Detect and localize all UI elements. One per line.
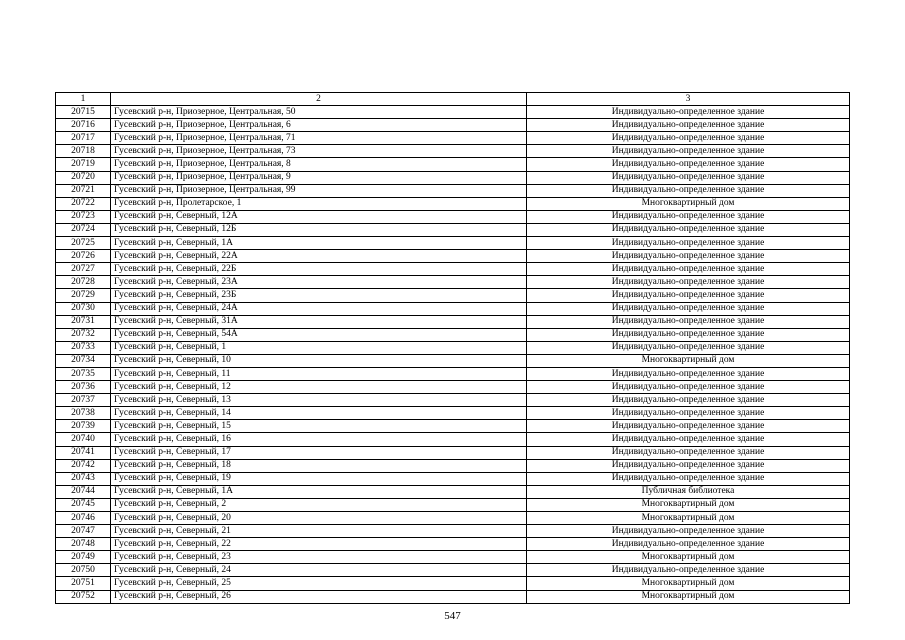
address-cell: Гусевский р-н, Приозерное, Центральная, 50 [111, 106, 527, 119]
address-cell: Гусевский р-н, Приозерное, Центральная, 73 [111, 145, 527, 158]
object-type-cell: Индивидуально-определенное здание [527, 302, 850, 315]
table-row [56, 381, 850, 394]
column-number-row [56, 93, 850, 106]
table-row [56, 145, 850, 158]
object-type-cell: Индивидуально-определенное здание [527, 381, 850, 394]
record-number-cell: 20722 [56, 197, 111, 210]
address-cell: Гусевский р-н, Северный, 19 [111, 472, 527, 485]
record-number-cell: 20738 [56, 407, 111, 420]
object-type-cell: Индивидуально-определенное здание [527, 158, 850, 171]
table-row [56, 302, 850, 315]
record-number-cell: 20721 [56, 184, 111, 197]
address-cell: Гусевский р-н, Северный, 24 [111, 564, 527, 577]
record-number-cell: 20728 [56, 276, 111, 289]
address-cell: Гусевский р-н, Северный, 17 [111, 446, 527, 459]
object-type-cell: Индивидуально-определенное здание [527, 459, 850, 472]
address-cell: Гусевский р-н, Северный, 1А [111, 485, 527, 498]
object-type-cell: Индивидуально-определенное здание [527, 446, 850, 459]
object-type-cell: Многоквартирный дом [527, 498, 850, 511]
object-type-cell: Индивидуально-определенное здание [527, 420, 850, 433]
table-row [56, 210, 850, 223]
table-row [56, 328, 850, 341]
record-number-cell: 20719 [56, 158, 111, 171]
address-cell: Гусевский р-н, Северный, 22А [111, 250, 527, 263]
record-number-cell: 20748 [56, 538, 111, 551]
record-number-cell: 20732 [56, 328, 111, 341]
object-type-cell: Индивидуально-определенное здание [527, 407, 850, 420]
object-type-cell: Многоквартирный дом [527, 590, 850, 603]
address-cell: Гусевский р-н, Приозерное, Центральная, 9 [111, 171, 527, 184]
object-type-cell: Многоквартирный дом [527, 551, 850, 564]
table-row [56, 354, 850, 367]
address-cell: Гусевский р-н, Северный, 12 [111, 381, 527, 394]
table-row [56, 223, 850, 236]
object-type-cell: Индивидуально-определенное здание [527, 223, 850, 236]
record-number-cell: 20720 [56, 171, 111, 184]
record-number-cell: 20739 [56, 420, 111, 433]
table-row [56, 106, 850, 119]
object-type-cell: Индивидуально-определенное здание [527, 263, 850, 276]
table-row [56, 577, 850, 590]
record-number-cell: 20715 [56, 106, 111, 119]
record-number-cell: 20746 [56, 512, 111, 525]
record-number-cell: 20743 [56, 472, 111, 485]
address-cell: Гусевский р-н, Северный, 24А [111, 302, 527, 315]
record-number-cell: 20734 [56, 354, 111, 367]
record-number-cell: 20717 [56, 132, 111, 145]
record-number-cell: 20729 [56, 289, 111, 302]
address-cell: Гусевский р-н, Северный, 16 [111, 433, 527, 446]
object-type-cell: Индивидуально-определенное здание [527, 237, 850, 250]
object-type-cell: Индивидуально-определенное здание [527, 210, 850, 223]
object-type-cell: Публичная библиотека [527, 485, 850, 498]
address-cell: Гусевский р-н, Северный, 15 [111, 420, 527, 433]
address-cell: Гусевский р-н, Северный, 25 [111, 577, 527, 590]
page-number: 547 [444, 610, 461, 622]
column-number-1: 1 [56, 93, 111, 106]
object-type-cell: Индивидуально-определенное здание [527, 525, 850, 538]
record-number-cell: 20749 [56, 551, 111, 564]
table-row [56, 512, 850, 525]
address-cell: Гусевский р-н, Северный, 2 [111, 498, 527, 511]
address-cell: Гусевский р-н, Северный, 22Б [111, 263, 527, 276]
object-type-cell: Индивидуально-определенное здание [527, 367, 850, 380]
address-cell: Гусевский р-н, Северный, 23А [111, 276, 527, 289]
table-row [56, 525, 850, 538]
table-row [56, 459, 850, 472]
address-cell: Гусевский р-н, Северный, 11 [111, 367, 527, 380]
address-cell: Гусевский р-н, Северный, 54А [111, 328, 527, 341]
table-row [56, 276, 850, 289]
address-cell: Гусевский р-н, Северный, 21 [111, 525, 527, 538]
object-type-cell: Индивидуально-определенное здание [527, 250, 850, 263]
address-cell: Гусевский р-н, Северный, 26 [111, 590, 527, 603]
object-type-cell: Индивидуально-определенное здание [527, 106, 850, 119]
table-row [56, 119, 850, 132]
table-row [56, 551, 850, 564]
address-cell: Гусевский р-н, Северный, 12А [111, 210, 527, 223]
object-type-cell: Индивидуально-определенное здание [527, 564, 850, 577]
object-type-cell: Индивидуально-определенное здание [527, 132, 850, 145]
table-row [56, 263, 850, 276]
table-row [56, 485, 850, 498]
table-row [56, 472, 850, 485]
table-row [56, 132, 850, 145]
table-row [56, 171, 850, 184]
object-type-cell: Индивидуально-определенное здание [527, 276, 850, 289]
address-cell: Гусевский р-н, Приозерное, Центральная, 6 [111, 119, 527, 132]
object-type-cell: Индивидуально-определенное здание [527, 145, 850, 158]
table-row [56, 498, 850, 511]
address-cell: Гусевский р-н, Северный, 23 [111, 551, 527, 564]
object-type-cell: Многоквартирный дом [527, 197, 850, 210]
record-number-cell: 20752 [56, 590, 111, 603]
record-number-cell: 20726 [56, 250, 111, 263]
object-type-cell: Многоквартирный дом [527, 512, 850, 525]
record-number-cell: 20725 [56, 237, 111, 250]
object-type-cell: Индивидуально-определенное здание [527, 328, 850, 341]
table-row [56, 407, 850, 420]
object-type-cell: Индивидуально-определенное здание [527, 171, 850, 184]
table-row [56, 564, 850, 577]
table-row [56, 237, 850, 250]
address-cell: Гусевский р-н, Приозерное, Центральная, 71 [111, 132, 527, 145]
record-number-cell: 20730 [56, 302, 111, 315]
address-cell: Гусевский р-н, Приозерное, Центральная, 8 [111, 158, 527, 171]
address-cell: Гусевский р-н, Северный, 23Б [111, 289, 527, 302]
object-type-cell: Многоквартирный дом [527, 577, 850, 590]
table-row [56, 341, 850, 354]
record-number-cell: 20744 [56, 485, 111, 498]
table-row [56, 197, 850, 210]
address-cell: Гусевский р-н, Северный, 18 [111, 459, 527, 472]
table-row [56, 394, 850, 407]
table-row [56, 538, 850, 551]
object-type-cell: Индивидуально-определенное здание [527, 184, 850, 197]
address-cell: Гусевский р-н, Северный, 12Б [111, 223, 527, 236]
record-number-cell: 20731 [56, 315, 111, 328]
address-cell: Гусевский р-н, Северный, 14 [111, 407, 527, 420]
address-cell: Гусевский р-н, Северный, 1А [111, 237, 527, 250]
address-cell: Гусевский р-н, Пролетарское, 1 [111, 197, 527, 210]
object-type-cell: Индивидуально-определенное здание [527, 315, 850, 328]
record-number-cell: 20745 [56, 498, 111, 511]
table-row [56, 446, 850, 459]
object-type-cell: Индивидуально-определенное здание [527, 289, 850, 302]
column-number-2: 2 [111, 93, 527, 106]
table-row [56, 590, 850, 603]
address-cell: Гусевский р-н, Северный, 10 [111, 354, 527, 367]
table-row [56, 250, 850, 263]
table-row [56, 184, 850, 197]
record-number-cell: 20747 [56, 525, 111, 538]
object-type-cell: Индивидуально-определенное здание [527, 538, 850, 551]
record-number-cell: 20740 [56, 433, 111, 446]
record-number-cell: 20742 [56, 459, 111, 472]
table-row [56, 289, 850, 302]
record-number-cell: 20733 [56, 341, 111, 354]
object-type-cell: Многоквартирный дом [527, 354, 850, 367]
table-row [56, 315, 850, 328]
address-cell: Гусевский р-н, Северный, 1 [111, 341, 527, 354]
registry-table-body [56, 93, 850, 604]
record-number-cell: 20750 [56, 564, 111, 577]
record-number-cell: 20727 [56, 263, 111, 276]
record-number-cell: 20735 [56, 367, 111, 380]
object-type-cell: Индивидуально-определенное здание [527, 433, 850, 446]
record-number-cell: 20716 [56, 119, 111, 132]
object-type-cell: Индивидуально-определенное здание [527, 341, 850, 354]
address-cell: Гусевский р-н, Северный, 13 [111, 394, 527, 407]
record-number-cell: 20723 [56, 210, 111, 223]
object-type-cell: Индивидуально-определенное здание [527, 119, 850, 132]
registry-table [55, 92, 850, 604]
record-number-cell: 20737 [56, 394, 111, 407]
record-number-cell: 20724 [56, 223, 111, 236]
table-row [56, 367, 850, 380]
record-number-cell: 20741 [56, 446, 111, 459]
table-row [56, 158, 850, 171]
object-type-cell: Индивидуально-определенное здание [527, 394, 850, 407]
object-type-cell: Индивидуально-определенное здание [527, 472, 850, 485]
record-number-cell: 20751 [56, 577, 111, 590]
column-number-3: 3 [527, 93, 850, 106]
address-cell: Гусевский р-н, Северный, 20 [111, 512, 527, 525]
record-number-cell: 20736 [56, 381, 111, 394]
table-row [56, 433, 850, 446]
record-number-cell: 20718 [56, 145, 111, 158]
table-row [56, 420, 850, 433]
address-cell: Гусевский р-н, Северный, 22 [111, 538, 527, 551]
address-cell: Гусевский р-н, Северный, 31А [111, 315, 527, 328]
address-cell: Гусевский р-н, Приозерное, Центральная, 99 [111, 184, 527, 197]
